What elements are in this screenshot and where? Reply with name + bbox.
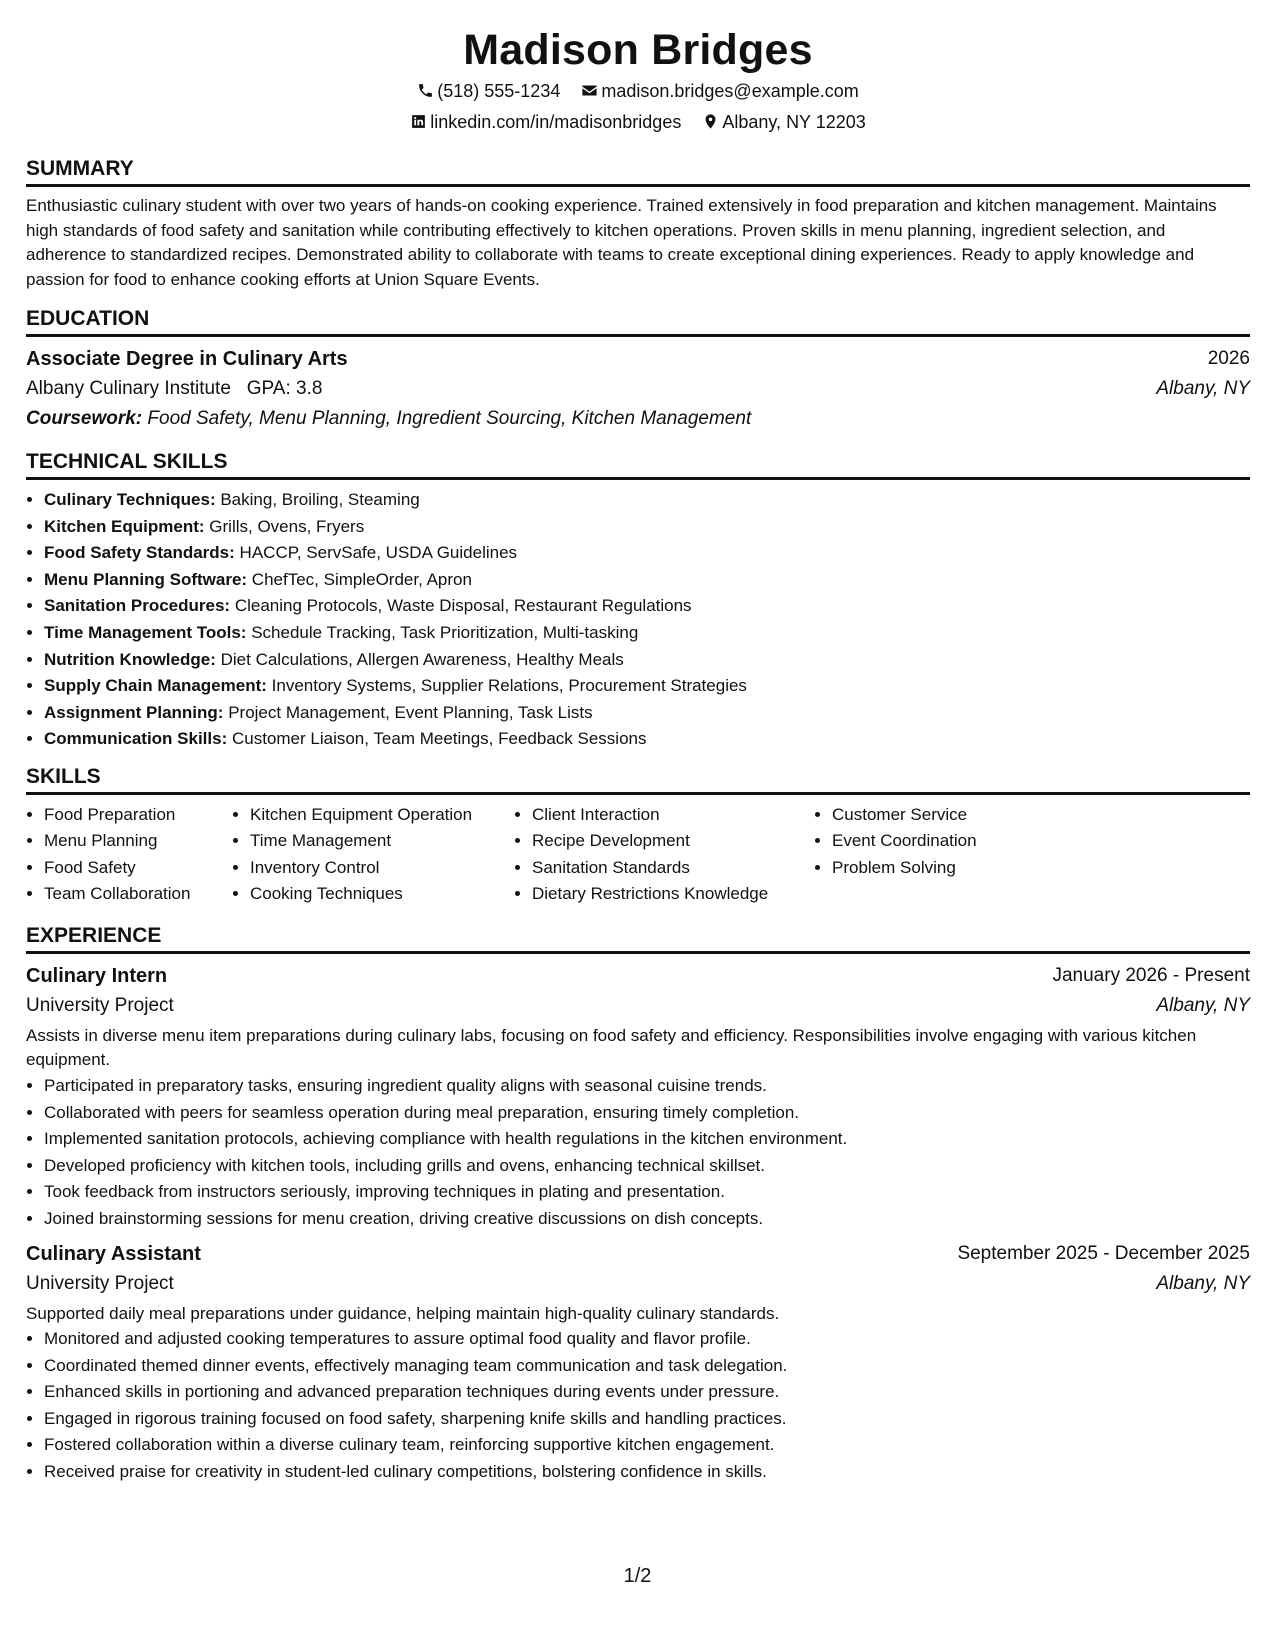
list-item: • Client Interaction bbox=[532, 802, 814, 829]
list-item: • Monitored and adjusted cooking temperatures to assure optimal food quality and flavor profile. bbox=[44, 1326, 1250, 1353]
skill-category: Communication Skills: bbox=[44, 729, 228, 749]
coursework-label: Coursework: bbox=[26, 408, 143, 429]
list-item bbox=[44, 647, 1250, 674]
job-header bbox=[26, 1239, 1250, 1269]
skill-category: Time Management Tools: bbox=[44, 622, 247, 642]
school-name: Albany Culinary Institute bbox=[26, 378, 231, 399]
skill-category: Assignment Planning: bbox=[44, 702, 224, 722]
technical-skills-list bbox=[26, 487, 1250, 753]
list-item: • Received praise for creativity in student-led culinary competitions, bolstering confidence in skills. bbox=[44, 1459, 1250, 1486]
list-item: • Fostered collaboration within a diverse culinary team, reinforcing supportive kitchen engagement. bbox=[44, 1432, 1250, 1459]
skill-category: Culinary Techniques: bbox=[44, 490, 216, 509]
list-item: • Joined brainstorming sessions for menu creation, driving creative discussions on dish concepts. bbox=[44, 1206, 1250, 1233]
job-subheader bbox=[26, 991, 1250, 1021]
skill-values: Inventory Systems, Supplier Relations, Procurement Strategies bbox=[271, 676, 747, 696]
envelope-icon bbox=[581, 82, 598, 99]
phone-icon bbox=[417, 82, 434, 99]
education-row-1 bbox=[26, 344, 1250, 374]
list-item: • Took feedback from instructors seriously, improving techniques in plating and presentation. bbox=[44, 1179, 1250, 1206]
skill-values: HACCP, ServSafe, USDA Guidelines bbox=[239, 543, 518, 563]
contact-line-2 bbox=[26, 107, 1250, 138]
job-dates: September 2025 - December 2025 bbox=[957, 1242, 1250, 1264]
job-description: Supported daily meal preparations under guidance, helping maintain high-quality culinary standards. bbox=[26, 1303, 780, 1323]
job-entry-2 bbox=[26, 1239, 1250, 1486]
job-bullets bbox=[26, 1326, 1250, 1486]
job-location: Albany, NY bbox=[1156, 994, 1250, 1016]
list-item: • Inventory Control bbox=[250, 855, 514, 882]
skills-heading: SKILLS bbox=[26, 761, 1250, 795]
job-org: University Project bbox=[26, 994, 174, 1016]
summary-heading: SUMMARY bbox=[26, 153, 1250, 187]
job-role: Culinary Assistant bbox=[26, 1242, 201, 1265]
map-pin-icon bbox=[702, 113, 719, 130]
job-description: Assists in diverse menu item preparations during culinary labs, focusing on food safety and efficiency. Responsibilities involve engaging with various kitchen equipment. bbox=[26, 1025, 1197, 1070]
contact-phone bbox=[417, 76, 560, 107]
job-location: Albany, NY bbox=[1156, 1272, 1250, 1294]
school-line bbox=[26, 374, 322, 404]
skill-values: Baking, Broiling, Steaming bbox=[220, 490, 420, 509]
contact-location bbox=[702, 107, 865, 138]
list-item: • Customer Service bbox=[832, 802, 1072, 829]
list-item: • Cooking Techniques bbox=[250, 881, 514, 908]
list-item: • Event Coordination bbox=[832, 828, 1072, 855]
page-number: 1/2 bbox=[623, 1565, 652, 1587]
skill-values: Cleaning Protocols, Waste Disposal, Restaurant Regulations bbox=[234, 596, 692, 616]
gpa: GPA: 3.8 bbox=[246, 378, 323, 399]
skill-category: Sanitation Procedures: bbox=[44, 596, 231, 616]
coursework-row bbox=[26, 404, 1250, 434]
list-item bbox=[44, 540, 1250, 567]
list-item: • Coordinated themed dinner events, effectively managing team communication and task delegation. bbox=[44, 1353, 1250, 1380]
skills-column-1 bbox=[26, 802, 232, 908]
skill-values: Diet Calculations, Allergen Awareness, Healthy Meals bbox=[220, 649, 624, 669]
candidate-name: Madison Bridges bbox=[463, 26, 813, 74]
skill-values: ChefTec, SimpleOrder, Apron bbox=[251, 569, 472, 589]
skills-column-4 bbox=[814, 802, 1072, 908]
list-item: • Recipe Development bbox=[532, 828, 814, 855]
list-item bbox=[44, 593, 1250, 620]
list-item: • Participated in preparatory tasks, ensuring ingredient quality aligns with seasonal cuisine trends. bbox=[44, 1073, 1250, 1100]
list-item bbox=[44, 487, 1250, 514]
phone-text: (518) 555-1234 bbox=[437, 81, 561, 101]
list-item: • Food Preparation bbox=[44, 802, 232, 829]
skill-category: Food Safety Standards: bbox=[44, 543, 235, 563]
graduation-year: 2026 bbox=[1207, 348, 1250, 369]
list-item bbox=[44, 620, 1250, 647]
list-item: • Food Safety bbox=[44, 855, 232, 882]
degree: Associate Degree in Culinary Arts bbox=[26, 348, 348, 370]
list-item: • Engaged in rigorous training focused on food safety, sharpening knife skills and handling practices. bbox=[44, 1406, 1250, 1433]
skill-category: Supply Chain Management: bbox=[44, 676, 267, 696]
list-item: • Implemented sanitation protocols, achieving compliance with health regulations in the kitchen environment. bbox=[44, 1126, 1250, 1153]
list-item: • Collaborated with peers for seamless operation during meal preparation, ensuring timely completion. bbox=[44, 1100, 1250, 1127]
list-item bbox=[44, 726, 1250, 753]
skill-values: Schedule Tracking, Task Prioritization, Multi-tasking bbox=[251, 622, 639, 642]
summary-text: Enthusiastic culinary student with over two years of hands-on cooking experience. Trained extensively in food preparation and kitchen management. Maintains high standards of food safety and sanitation while contributing effectively to kitchen operations. Proven skills in menu planning, ingredient selection, and adherence to standardized recipes. Demonstrated ability to collaborate with teams to create exceptional dining experiences. Ready to apply knowledge and passion for food to enhance cooking efforts at Union Square Events. bbox=[26, 196, 1217, 289]
email-text: madison.bridges@example.com bbox=[601, 81, 859, 101]
job-header bbox=[26, 961, 1250, 991]
list-item: • Team Collaboration bbox=[44, 881, 232, 908]
job-role: Culinary Intern bbox=[26, 964, 168, 987]
list-item bbox=[44, 514, 1250, 541]
job-org: University Project bbox=[26, 1272, 174, 1294]
experience-heading: EXPERIENCE bbox=[26, 920, 1250, 954]
resume-page bbox=[26, 0, 1250, 1486]
school-location: Albany, NY bbox=[1156, 378, 1250, 399]
contact-line-1 bbox=[26, 76, 1250, 107]
skills-column-3 bbox=[514, 802, 814, 908]
technical-skills-heading: TECHNICAL SKILLS bbox=[26, 446, 1250, 480]
contact-linkedin[interactable] bbox=[410, 107, 681, 138]
coursework-text: Food Safety, Menu Planning, Ingredient Sourcing, Kitchen Management bbox=[147, 408, 752, 429]
education-row-2 bbox=[26, 374, 1250, 404]
list-item: • Enhanced skills in portioning and advanced preparation techniques during events under pressure. bbox=[44, 1379, 1250, 1406]
list-item: • Kitchen Equipment Operation bbox=[250, 802, 514, 829]
linkedin-icon bbox=[410, 113, 427, 130]
list-item: • Time Management bbox=[250, 828, 514, 855]
list-item bbox=[44, 567, 1250, 594]
location-text: Albany, NY 12203 bbox=[722, 112, 866, 132]
skills-grid bbox=[26, 802, 1250, 908]
coursework-line bbox=[26, 404, 751, 434]
skill-values: Customer Liaison, Team Meetings, Feedback Sessions bbox=[231, 729, 647, 749]
education-heading: EDUCATION bbox=[26, 303, 1250, 337]
list-item bbox=[44, 673, 1250, 700]
list-item: • Sanitation Standards bbox=[532, 855, 814, 882]
skills-column-2 bbox=[232, 802, 514, 908]
linkedin-text: linkedin.com/in/madisonbridges bbox=[430, 112, 682, 132]
skill-values: Grills, Ovens, Fryers bbox=[209, 516, 365, 536]
list-item: • Dietary Restrictions Knowledge bbox=[532, 881, 814, 908]
skill-values: Project Management, Event Planning, Task Lists bbox=[228, 702, 593, 722]
list-item: • Problem Solving bbox=[832, 855, 1072, 882]
job-bullets bbox=[26, 1073, 1250, 1233]
job-entry-1 bbox=[26, 961, 1250, 1233]
contact-email[interactable] bbox=[581, 76, 858, 107]
list-item bbox=[44, 700, 1250, 727]
skill-category: Menu Planning Software: bbox=[44, 569, 248, 589]
list-item: • Menu Planning bbox=[44, 828, 232, 855]
job-dates: January 2026 - Present bbox=[1052, 964, 1250, 986]
skill-category: Nutrition Knowledge: bbox=[44, 649, 216, 669]
list-item: • Developed proficiency with kitchen tools, including grills and ovens, enhancing technical skillset. bbox=[44, 1153, 1250, 1180]
job-subheader bbox=[26, 1269, 1250, 1299]
skill-category: Kitchen Equipment: bbox=[44, 516, 205, 536]
